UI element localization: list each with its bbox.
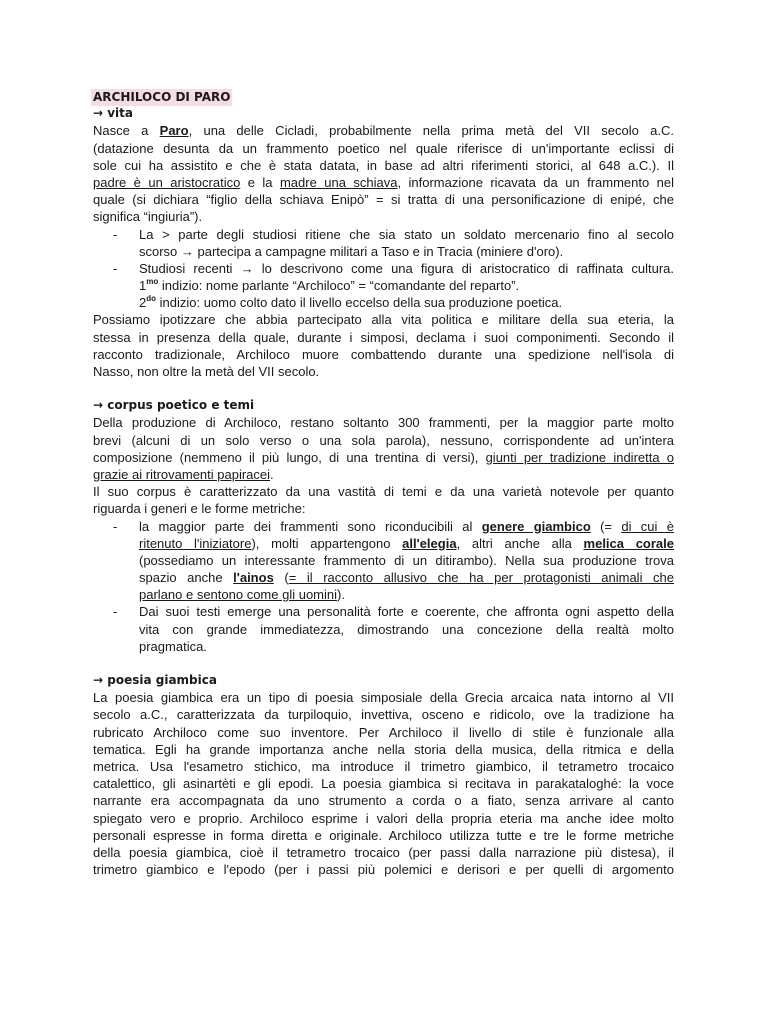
emphasis-melica-corale: melica corale [583, 535, 674, 551]
paragraph-line: brevi (alcuni di un solo verso o una sola parola), nessuno, corrispondente ad un'intera [93, 432, 674, 448]
paragraph-line: Della produzione di Archiloco, restano soltanto 300 frammenti, per la maggior parte molto [93, 415, 674, 431]
paragraph-line: rubricato Archiloco come suo inventore. Per Archiloco il livello di stile è funzionale alla [93, 724, 674, 740]
bullet-marker: - [113, 604, 118, 620]
paragraph-line: Possiamo ipotizzare che abbia partecipato alla vita politica e militare della sua eteria, la [93, 312, 674, 328]
paragraph-line: Nasce a Paro, una delle Cicladi, probabilmente nella prima metà del VII secolo a.C. [93, 123, 674, 139]
paragraph-line: riguarda i generi e le forme metriche: [93, 501, 306, 517]
bullet-continuation: scorso → partecipa a campagne militari a Taso e in Tracia (miniere d'oro). [139, 243, 564, 259]
document-title: ARCHILOCO DI PARO [91, 89, 232, 106]
bullet-marker: - [113, 260, 118, 276]
paragraph-line: della poesia giambica, cioè il tetrametro trocaico (per passi dalla narrazione più distesa), il [93, 844, 674, 860]
bullet-item: - la maggior parte dei frammenti sono riconducibili al genere giambico (= di cui è [113, 518, 674, 534]
paragraph-line: narrante era accompagnata da uno strumento a corda o a fiato, senza arrivare al canto [93, 793, 674, 809]
bullet-marker: - [113, 518, 118, 534]
section-heading-corpus: → corpus poetico e temi [93, 398, 255, 413]
paragraph-line: La poesia giambica era un tipo di poesia simposiale della Grecia arcaica nata intorno al VII [93, 690, 674, 706]
paragraph-line: catalettico, gli asinartèti e gli epodi. La poesia giambica si recitava in parakataloghé: la voce [93, 776, 674, 792]
paragraph-line: trimetro giambico e l'epodo (per i passi più polemici e derisori e per quelli di argomento [93, 862, 674, 878]
paragraph-line: stessa in presenza della quale, durante i simposi, declama i suoi componimenti. Secondo il [93, 329, 674, 345]
paragraph-line: Il suo corpus è caratterizzato da una vastità di temi e da una varietà notevole per quanto [93, 484, 674, 500]
emphasis-elegia: all'elegia [402, 535, 457, 551]
spacer [93, 655, 674, 672]
document-body [93, 88, 674, 878]
emphasis-ainos: l'ainos [233, 570, 274, 586]
bullet-continuation: pragmatica. [139, 638, 207, 654]
paragraph-line: grazie ai ritrovamenti papiracei. [93, 466, 274, 482]
paragraph-line: quale (si dichiara “figlio della schiava Enipò” = si tratta di una personificazione di enipé, che [93, 192, 674, 208]
paragraph-line: personali espresse in forma diretta e originale. Archiloco utilizza tutte e tre le forme metriche [93, 827, 674, 843]
clue-second: $2^{do}$ indizio: uomo colto dato il livello eccelso della sua produzione poetica. [139, 294, 563, 311]
bullet-continuation: (possediamo un interessante frammento di un ditirambo). Nella sua produzione trova [139, 552, 674, 568]
paragraph-line: significa “ingiuria”). [93, 209, 203, 225]
paragraph-line: padre è un aristocratico e la madre una schiava, informazione ricavata da un frammento nel [93, 174, 674, 190]
bullet-continuation: spazio anche l'ainos (= il racconto allusivo che ha per protagonisti animali che [139, 570, 674, 586]
bullet-item: - Dai suoi testi emerge una personalità forte e coerente, che affronta ogni aspetto della [113, 604, 674, 620]
spacer [93, 380, 674, 397]
bullet-continuation: vita con grande immediatezza, dimostrando una concezione della realtà molto [139, 621, 674, 637]
section-heading-poesia-giambica: → poesia giambica [93, 673, 217, 687]
emphasis-paro: Paro [159, 123, 189, 139]
bullet-item: - La > parte degli studiosi ritiene che sia stato un soldato mercenario fino al secolo [113, 226, 674, 242]
paragraph-line: sole cui ha assistito e che è stata datata, in base ad altri riferimenti storici, al 648 a.C.). Il [93, 157, 674, 173]
paragraph-line: Nasso, non oltre la metà del VII secolo. [93, 364, 320, 379]
paragraph-line: tematica. Egli ha grande importanza anche nella storia della musica, della ritmica e della [93, 741, 674, 757]
bullet-item: - Studiosi recenti → lo descrivono come una figura di aristocratico di raffinata cultura. [113, 260, 674, 276]
paragraph-line: metrica. Usa l'esametro stichico, ma introduce il trimetro giambico, il tetrametro trocaico [93, 758, 674, 774]
paragraph-line: spiegato vero e proprio. Archiloco esprime i valori della propria eteria ma anche idee molto [93, 810, 674, 826]
title-line [93, 88, 674, 105]
clue-first: $1^{mo}$ indizio: nome parlante “Archiloco” = “comandante del reparto”. [139, 277, 520, 294]
paragraph-line: composizione (nemmeno il più lungo, di una trentina di versi), giunti per tradizione indiretta o [93, 449, 674, 465]
paragraph-line: racconto tradizionale, Archiloco muore combattendo durante una spedizione nell'isola di [93, 346, 674, 362]
bullet-continuation: ritenuto l'iniziatore), molti appartengono all'elegia, altri anche alla melica corale [139, 535, 674, 551]
paragraph-line: secolo a.C., caratterizzata da turpiloquio, invettiva, osceno e ridicolo, ove la tradizione ha [93, 707, 674, 723]
bullet-continuation: parlano e sentono come gli uomini). [139, 587, 345, 603]
emphasis-genere-giambico: genere giambico [481, 518, 591, 534]
section-heading-vita: → vita [93, 106, 134, 121]
paragraph-line: (datazione desunta da un frammento poetico nel quale riferisce di un'importante eclissi di [93, 140, 674, 156]
bullet-marker: - [113, 226, 118, 242]
